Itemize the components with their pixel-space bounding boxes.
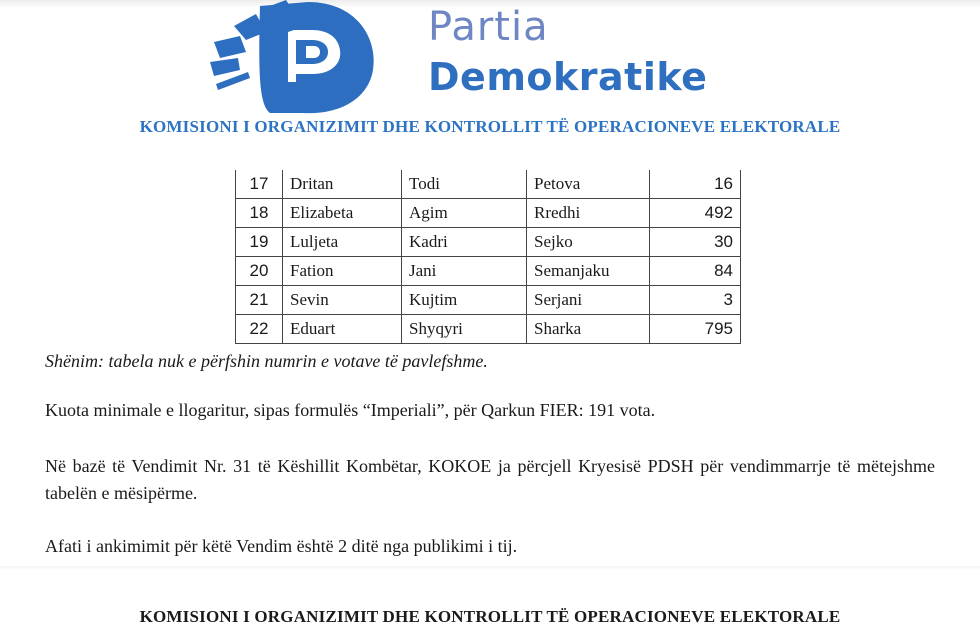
quota-paragraph: Kuota minimale e llogaritur, sipas formulës “Imperiali”, për Qarkun FIER: 191 vota. [45, 400, 656, 420]
row-number: 17 [236, 170, 283, 199]
last-name: Petova [527, 170, 650, 199]
row-number: 21 [236, 286, 283, 315]
vote-count: 16 [650, 170, 741, 199]
table-row [236, 228, 741, 257]
father-name: Agim [402, 199, 527, 228]
vote-count: 492 [650, 199, 741, 228]
first-name: Fation [283, 257, 402, 286]
row-number: 19 [236, 228, 283, 257]
row-number: 22 [236, 315, 283, 344]
appeal-paragraph: Afati i ankimimit për këtë Vendim është 2 ditë nga publikimi i tij. [45, 536, 518, 556]
table-note: Shënim: tabela nuk e përfshin numrin e votave të pavlefshme. [45, 351, 488, 371]
table-row [236, 199, 741, 228]
table-row [236, 170, 741, 199]
last-name: Sejko [527, 228, 650, 257]
last-name: Semanjaku [527, 257, 650, 286]
table-row [236, 257, 741, 286]
brand-partia: Partia [428, 4, 549, 50]
first-name: Eduart [283, 315, 402, 344]
first-name: Dritan [283, 170, 402, 199]
first-name: Sevin [283, 286, 402, 315]
father-name: Shyqyri [402, 315, 527, 344]
row-number: 20 [236, 257, 283, 286]
last-name: Serjani [527, 286, 650, 315]
father-name: Kujtim [402, 286, 527, 315]
vote-count: 3 [650, 286, 741, 315]
table-row [236, 286, 741, 315]
commission-title: KOMISIONI I ORGANIZIMIT DHE KONTROLLIT TË OPERACIONEVE ELEKTORALE [139, 117, 841, 136]
last-name: Sharka [527, 315, 650, 344]
candidate-votes-table [235, 170, 741, 344]
first-name: Elizabeta [283, 199, 402, 228]
pd-logo-icon [208, 0, 378, 115]
father-name: Kadri [402, 228, 527, 257]
next-page-commission-title: KOMISIONI I ORGANIZIMIT DHE KONTROLLIT TË OPERACIONEVE ELEKTORALE [139, 607, 841, 626]
vote-count: 30 [650, 228, 741, 257]
brand-demokratike: Demokratike [428, 55, 708, 99]
vote-count: 795 [650, 315, 741, 344]
decision-paragraph: Në bazë të Vendimit Nr. 31 të Këshillit Kombëtar, KOKOE ja përcjell Kryesisë PDSH për vendimmarrje të mëtejshme tabelën e mësipërme. [45, 456, 935, 503]
first-name: Luljeta [283, 228, 402, 257]
last-name: Rredhi [527, 199, 650, 228]
vote-count: 84 [650, 257, 741, 286]
page-break [0, 566, 980, 570]
father-name: Jani [402, 257, 527, 286]
row-number: 18 [236, 199, 283, 228]
table-row [236, 315, 741, 344]
father-name: Todi [402, 170, 527, 199]
